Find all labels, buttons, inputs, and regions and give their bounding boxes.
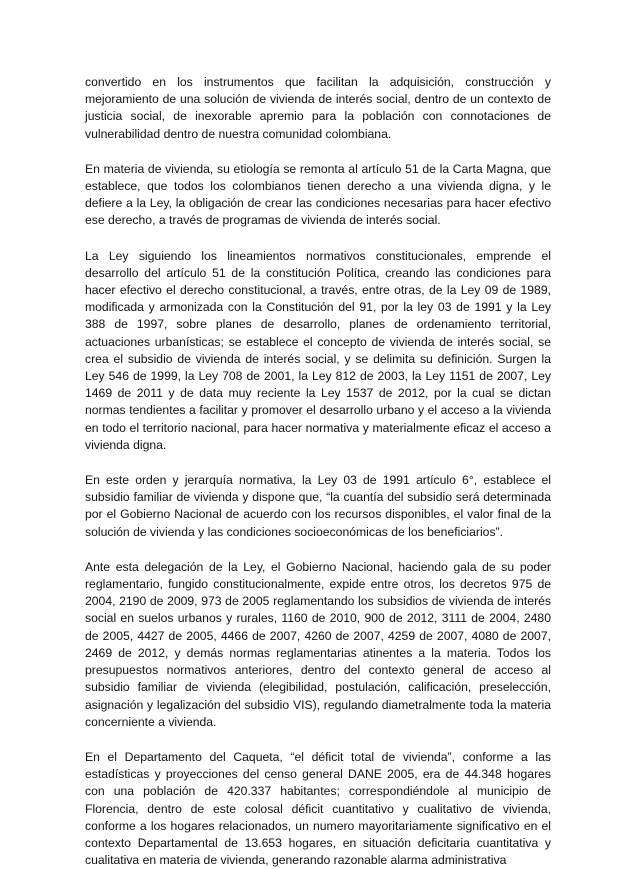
document-page: [85, 74, 551, 869]
paragraph-4: En este orden y jerarquía normativa, la Ley 03 de 1991 artículo 6°, establece el subsidio familiar de vivienda y dispone que, “la cuantía del subsidio será determinada por el Gobierno Nacional de acuerdo con los recursos disponibles, el valor final de la solución de vivienda y las condiciones socioeconómicas de los beneficiarios”.: [85, 473, 551, 539]
paragraph-6: En el Departamento del Caqueta, “el déficit total de vivienda”, conforme a las estadísticas y proyecciones del censo general DANE 2005, era de 44.348 hogares con una población de 420.337 habitantes; correspondiéndole al municipio de Florencia, dentro de este colosal déficit cuantitativo y cualitativo de vivienda, conforme a los hogares relacionados, un numero mayoritariamente significativo en el contexto Departamental de 13.653 hogares, en situación deficitaria cuantitativa y cualitativa en materia de vivienda, generando razonable alarma administrativa: [85, 749, 551, 868]
paragraph-1: convertido en los instrumentos que facilitan la adquisición, construcción y mejoramiento de una solución de vivienda de interés social, dentro de un contexto de justicia social, de inexorable apremio para la población con connotaciones de vulnerabilidad dentro de nuestra comunidad colombiana.: [85, 75, 551, 141]
paragraph-5: Ante esta delegación de la Ley, el Gobierno Nacional, haciendo gala de su poder reglamentario, fungido constitucionalmente, expide entre otros, los decretos 975 de 2004, 2190 de 2009, 973 de 2005 reglamentando los subsidios de vivienda de interés social en suelos urbanos y rurales, 1160 de 2010, 900 de 2012, 3111 de 2004, 2480 de 2005, 4427 de 2005, 4466 de 2007, 4260 de 2007, 4259 de 2007, 4080 de 2007, 2469 de 2012, y demás normas reglamentarias atinentes a la materia. Todos los presupuestos normativos anteriores, dentro del contexto general de acceso al subsidio familiar de vivienda (elegibilidad, postulación, calificación, preselección, asignación y legalización del subsidio VIS), regulando diametralmente toda la materia concerniente a vivienda.: [85, 559, 551, 729]
paragraph-3: La Ley siguiendo los lineamientos normativos constitucionales, emprende el desarrollo del artículo 51 de la constitución Política, creando las condiciones para hacer efectivo el derecho constitucional, a través, entre otras, de la Ley 09 de 1989, modificada y armonizada con la Constitución del 91, por la ley 03 de 1991 y la Ley 388 de 1997, sobre planes de desarrollo, planes de ordenamiento territorial, actuaciones urbanísticas; se establece el concepto de vivienda de interés social, se crea el subsidio de vivienda de interés social, y se delimita su definición. Surgen la Ley 546 de 1999, la Ley 708 de 2001, la Ley 812 de 2003, la Ley 1151 de 2007, Ley 1469 de 2011 y de data muy reciente la Ley 1537 de 2012, por la cual se dictan normas tendientes a facilitar y promover el desarrollo urbano y el acceso a la vivienda en todo el territorio nacional, para hacer normativa y materialmente eficaz el acceso a vivienda digna.: [85, 248, 551, 452]
paragraph-2: En materia de vivienda, su etiología se remonta al artículo 51 de la Carta Magna, que establece, que todos los colombianos tienen derecho a una vivienda digna, y le defiere a la Ley, la obligación de crear las condiciones necesarias para hacer efectivo ese derecho, a través de programas de vivienda de interés social.: [85, 161, 551, 228]
